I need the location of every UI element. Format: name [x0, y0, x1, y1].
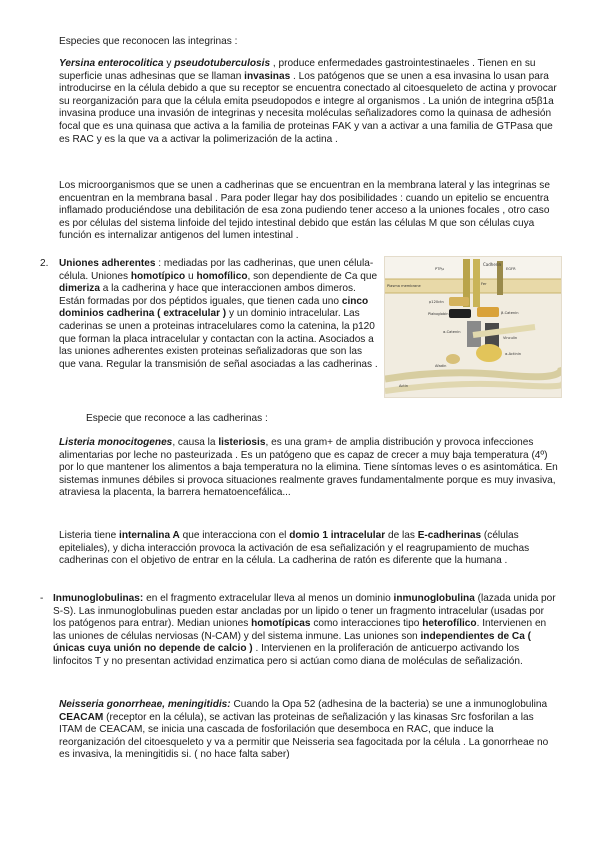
homotipicas-term: homotípicas: [251, 618, 311, 630]
actin-filament-2: [385, 381, 561, 391]
dimeriza-term: dimeriza: [59, 283, 100, 295]
label-afadin: Afadin: [435, 364, 447, 368]
adherens-text-4: a la cadherina y hace que interaccionen ambos dimeros. Están formadas por dos péptidos iguales, que tienen cada uno: [59, 283, 356, 307]
heterofilico-term: heterofílico: [422, 618, 477, 630]
list-number-2: 2.: [40, 258, 49, 269]
list-dash: -: [40, 593, 44, 604]
label-egfr: EGFR: [506, 267, 516, 271]
yersinia-text-2: . Los patógenos que se unen a esa invasina lo usan para introducirse en la célula debido a que su receptor se encuentra conectado al citoesqueleto de actina y provocar su reorganización para que la célula emita pseudopodos e integre al organismos . La unión de integrina α5β1a invasina produce una invasión de integrinas y necesita moléculas señalizadores como la quinasa de adhesión focal que es una quinasa que activa a la familia de proteinas FAK y van a activar a una familia de GTPasa que es RAC y es la que va a activar la polimerización de la actina .: [59, 70, 557, 145]
yersinia-name-a: Yersina enterocolitica: [59, 58, 164, 69]
label-ptp: PTPμ: [435, 267, 444, 271]
domio-term: domio 1 intracelular: [289, 530, 386, 541]
immuno-text-2: (lazada unida por S-S). Las inmunoglobulinas pueden estar ancladas por un lipido o tener un fragmento intracelular (usadas por los patógenos para entrar). Median uniones: [53, 593, 556, 630]
neisseria-name: Neisseria gonorrheae, meningitidis:: [59, 699, 231, 710]
yersinia-name-b: pseudotuberculosis: [174, 58, 271, 69]
immuno-text-4: . Intervienen en las uniones de células nerviosas (N-CAM) y del sistema inmune. Las uniones son: [53, 618, 547, 642]
yersinia-text-1: , produce enfermedades gastrointestinaeles . Tienen en su superficie unas adhesinas que se llaman: [59, 58, 536, 82]
diagram-svg: [385, 257, 561, 397]
listeriosis-term: listeriosis: [218, 437, 266, 448]
internalin-text-2: que interacciona con el: [179, 530, 290, 541]
label-cadherin: Cadherin: [483, 262, 502, 267]
adherens-text-5: y un dominio intracelular. Las caderinas se unen a proteinas intracelulares como la catenina, la p120 que forman la placa intracelular y contactan con la actina. Asociados a las uniones adherentes existen proteinas señalizadoras que son las que vana. Regular la transmisión de señal asociadas a las cadherinas .: [59, 308, 378, 370]
listeria-paragraph: [59, 437, 559, 500]
neisseria-paragraph: [59, 699, 559, 762]
yersinia-join: y: [163, 58, 175, 69]
label-fer: Fer: [481, 282, 487, 286]
immuno-text-5: . Intervienen en la proliferación de anticuerpo activando los linfocitos T y no presentan actividad enzimatica pero si actúan como diana de moléculas de señalización.: [53, 643, 523, 667]
cadherin-access-paragraph: Los microorganismos que se unen a cadherinas que se encuentran en la membrana lateral y las integrinas se encuentran en la membrana basal . Para poder llegar hay dos posibilidades : cuando un epitelio se encuentra inflamado produciéndose una debilitación de esa zona pudiendo tener acceso a la uniones focales , otro caso es por células del sistema linfoide del tejido intestinal debido que están las células M que son células cuya función es internalizar antigenos del lumen intestinal .: [59, 180, 550, 242]
immuno-text-3: como interacciones tipo: [310, 618, 423, 630]
adherens-paragraph: [59, 258, 381, 371]
adherens-text-2: u: [185, 270, 197, 282]
label-plasma-membrane: Plasma membrane: [387, 284, 421, 288]
plakoglobin-block: [449, 309, 471, 318]
internalin-text-1: Listeria tiene: [59, 530, 120, 541]
listeria-text-1: , causa la: [172, 437, 219, 448]
internalin-text-3: de las: [385, 530, 418, 541]
label-a-actinin: α-Actinin: [505, 352, 521, 356]
e-cadherinas-term: E-cadherinas: [417, 530, 482, 541]
ceacam-term: CEACAM: [59, 711, 104, 723]
homotipico-term: homotípico: [130, 270, 186, 282]
actin-filament-1: [385, 367, 561, 379]
immunoglobulin-paragraph: [53, 593, 559, 669]
label-a-catenin: α-Catenin: [443, 330, 461, 334]
label-plakoglobin: Plakoglobin: [428, 312, 449, 316]
neisseria-text-1: Cuando la Opa 52 (adhesina de la bacteria) se une a inmunoglobulina: [230, 699, 548, 710]
adherens-text-3: , son dependiente de Ca que: [247, 270, 378, 282]
cadherin-species-heading: Especie que reconoce a las cadherinas :: [86, 413, 268, 424]
homofilico-term: homofílico: [196, 270, 248, 282]
adherens-junction-diagram: [384, 256, 562, 398]
label-b-catenin: β-Catenin: [501, 311, 519, 315]
integrin-species-heading: Especies que reconocen las integrinas :: [59, 36, 238, 47]
adherens-title: Uniones adherentes: [59, 258, 156, 269]
p120-block: [449, 297, 469, 306]
label-p120: p120ctn: [429, 300, 444, 304]
neisseria-text-2: (receptor en la célula), se activan las proteinas de señalización y las kinasas Src fosforilan a las ITAM de CEACAM, se inicia una cascada de fosforilación que desemboca en RAC, que induce la reorganización del citoesqueleto y va a permitir que Neisseria sea fagocitada por la célula . La gonorrheae no es invasiva, la meningitidis si. ( no hace falta saber): [59, 711, 549, 761]
a-actinin-blob: [476, 344, 502, 362]
label-vinculin: Vinculin: [503, 336, 518, 340]
invasinas-term: invasinas: [244, 70, 291, 82]
independientes-term: independientes de Ca ( únicas cuya unión no depende de calcio ): [53, 630, 531, 655]
cinco-dominios-term: cinco dominios cadherina ( extracelular ): [59, 295, 369, 320]
immunoglobulin-title: Inmunoglobulinas:: [53, 593, 144, 604]
cadherin-strand-2: [473, 259, 480, 307]
internalin-text-4: (células epiteliales), y dicha interacción provoca la activación de esa señalización y el reagrupamiento de muchas cadherinas con el objetivo de entrar en la célula. La cadherina de ratón es diferente que la humana .: [59, 530, 530, 567]
b-catenin-block: [477, 307, 499, 317]
adherens-text-1: : mediadas por las cadherinas, que unen célula-célula. Uniones: [59, 258, 374, 282]
listeria-name: Listeria monocitogenes: [59, 437, 173, 448]
internalina-term: internalina A: [119, 530, 180, 541]
inmunoglobulina-term: inmunoglobulina: [393, 593, 475, 604]
listeria-text-2: , es una gram+ de amplia distribución y provoca infecciones alimentarias por leche no pasteurizada . Es un patógeno que es capaz de crecer a muy baja temperatura (4º) por lo que mantener los alimentos a baja temperatura no la elimina. Tiene síntomas leves o es asintomática. En sistemas inmunes débiles si provoca situaciones realmente graves fundamentalmente porque es muy invasiva, atraviesa la placenta, la barrera hematoencefálica...: [59, 437, 558, 499]
label-actin: Actin: [399, 384, 409, 388]
yersinia-paragraph: [59, 58, 559, 146]
afadin-blob: [446, 354, 460, 364]
actin-filament-3: [473, 327, 535, 335]
listeria-internalin-paragraph: [59, 530, 559, 568]
immuno-text-1: en el fragmento extracelular lleva al menos un dominio: [143, 593, 394, 604]
